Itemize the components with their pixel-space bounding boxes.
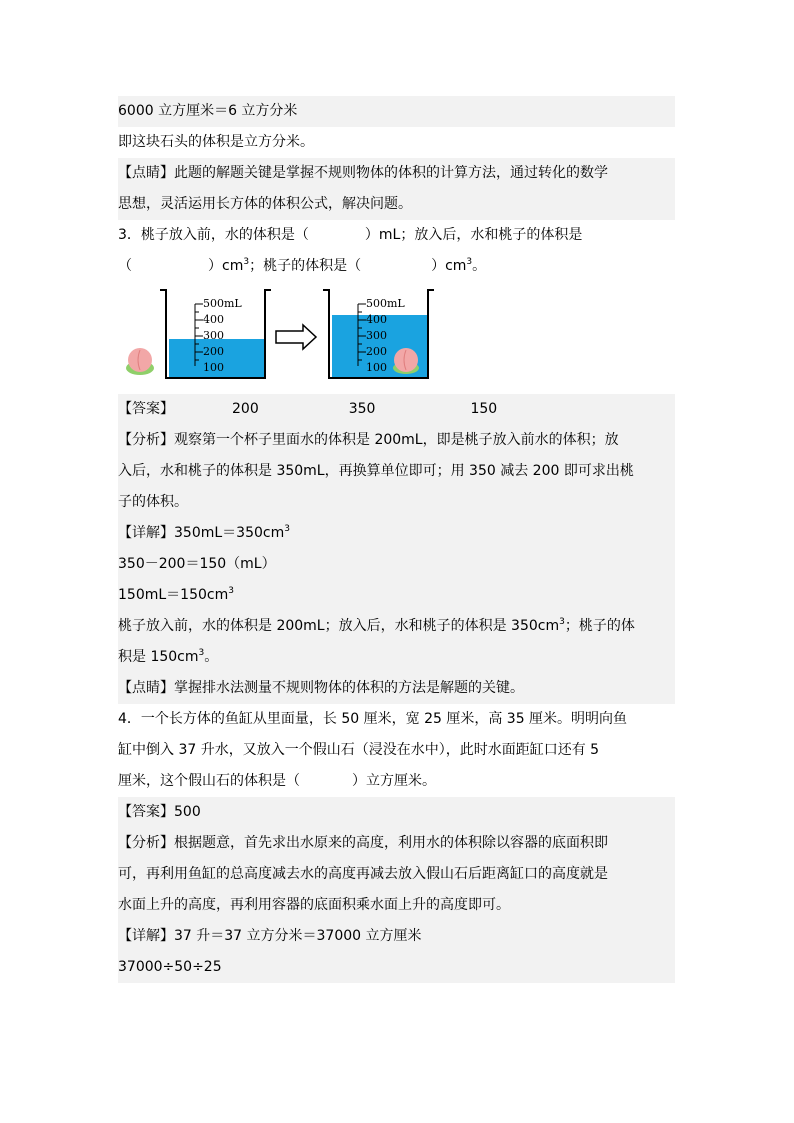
tip-line: 【点睛】掌握排水法测量不规则物体的体积的方法是解题的关键。 (118, 673, 675, 704)
question-4-line: 厘米，这个假山石的体积是（ ）立方厘米。 (118, 773, 436, 789)
detail-line: 37000÷50÷25 (118, 952, 675, 983)
peach-icon (126, 348, 154, 375)
analysis-line: 入后，水和桃子的体积是 350mL，再换算单位即可；用 350 减去 200 即可求出桃 (118, 456, 675, 487)
detail-line: 积是 $150cm^3$。 (118, 642, 675, 673)
document-body (118, 96, 675, 983)
tick-label: 100 (366, 361, 387, 374)
tick-label: 300 (203, 329, 224, 342)
question-4-line: 缸中倒入 37 升水，又放入一个假山石（浸没在水中），此时水面距缸口还有 5 (118, 742, 600, 758)
tick-label: 100 (203, 361, 224, 374)
tip-line: 【点睛】此题的解题关键是掌握不规则物体的体积的计算方法，通过转化的数学 (118, 158, 675, 189)
question-3-line-1: 3．桃子放入前，水的体积是（ ）mL；放入后，水和桃子的体积是 (118, 227, 583, 243)
tick-label: 400 (203, 313, 224, 326)
tick-label: 300 (366, 329, 387, 342)
answer-line: 【答案】 200 350 150 (118, 394, 675, 425)
text-line: 即这块石头的体积是立方分米。 (118, 134, 314, 150)
analysis-line: 水面上升的高度，再利用容器的底面积乘水面上升的高度即可。 (118, 890, 675, 921)
detail-line: 350－200＝150（mL） (118, 549, 675, 580)
tick-label: 200 (203, 345, 224, 358)
text-line: 6000 立方厘米＝6 立方分米 (118, 96, 675, 127)
tip-line: 思想，灵活运用长方体的体积公式，解决问题。 (118, 189, 675, 220)
question-4-line: 4．一个长方体的鱼缸从里面量，长 50 厘米，宽 25 厘米，高 35 厘米。明明向鱼 (118, 711, 628, 727)
detail-line: 桃子放入前，水的体积是 200mL；放入后，水和桃子的体积是 $350cm^3$；桃子的体 (118, 611, 675, 642)
tick-label: 500mL (366, 297, 405, 310)
detail-line: 【详解】37 升＝37 立方分米＝37000 立方厘米 (118, 921, 675, 952)
question-3-line-2: （ ）$cm^3$；桃子的体积是（ ）$cm^3$。 (118, 257, 487, 274)
analysis-line: 【分析】观察第一个杯子里面水的体积是 200mL，即是桃子放入前水的体积；放 (118, 425, 675, 456)
tick-label: 400 (366, 313, 387, 326)
tick-label: 500mL (203, 297, 242, 310)
tick-label: 200 (366, 345, 387, 358)
right-beaker (323, 290, 434, 378)
answer-line: 【答案】500 (118, 797, 675, 828)
left-beaker (160, 290, 271, 378)
analysis-line: 可，再利用鱼缸的总高度减去水的高度再减去放入假山石后距离缸口的高度就是 (118, 859, 675, 890)
detail-line: $150mL=150cm^3$ (118, 580, 675, 611)
analysis-line: 子的体积。 (118, 487, 675, 518)
beaker-diagram (118, 282, 448, 394)
detail-line: 【详解】$350mL=350cm^3$ (118, 518, 675, 549)
analysis-line: 【分析】根据题意，首先求出水原来的高度，利用水的体积除以容器的底面积即 (118, 828, 675, 859)
beaker-figure (118, 282, 675, 394)
arrow-right-icon (276, 325, 316, 349)
